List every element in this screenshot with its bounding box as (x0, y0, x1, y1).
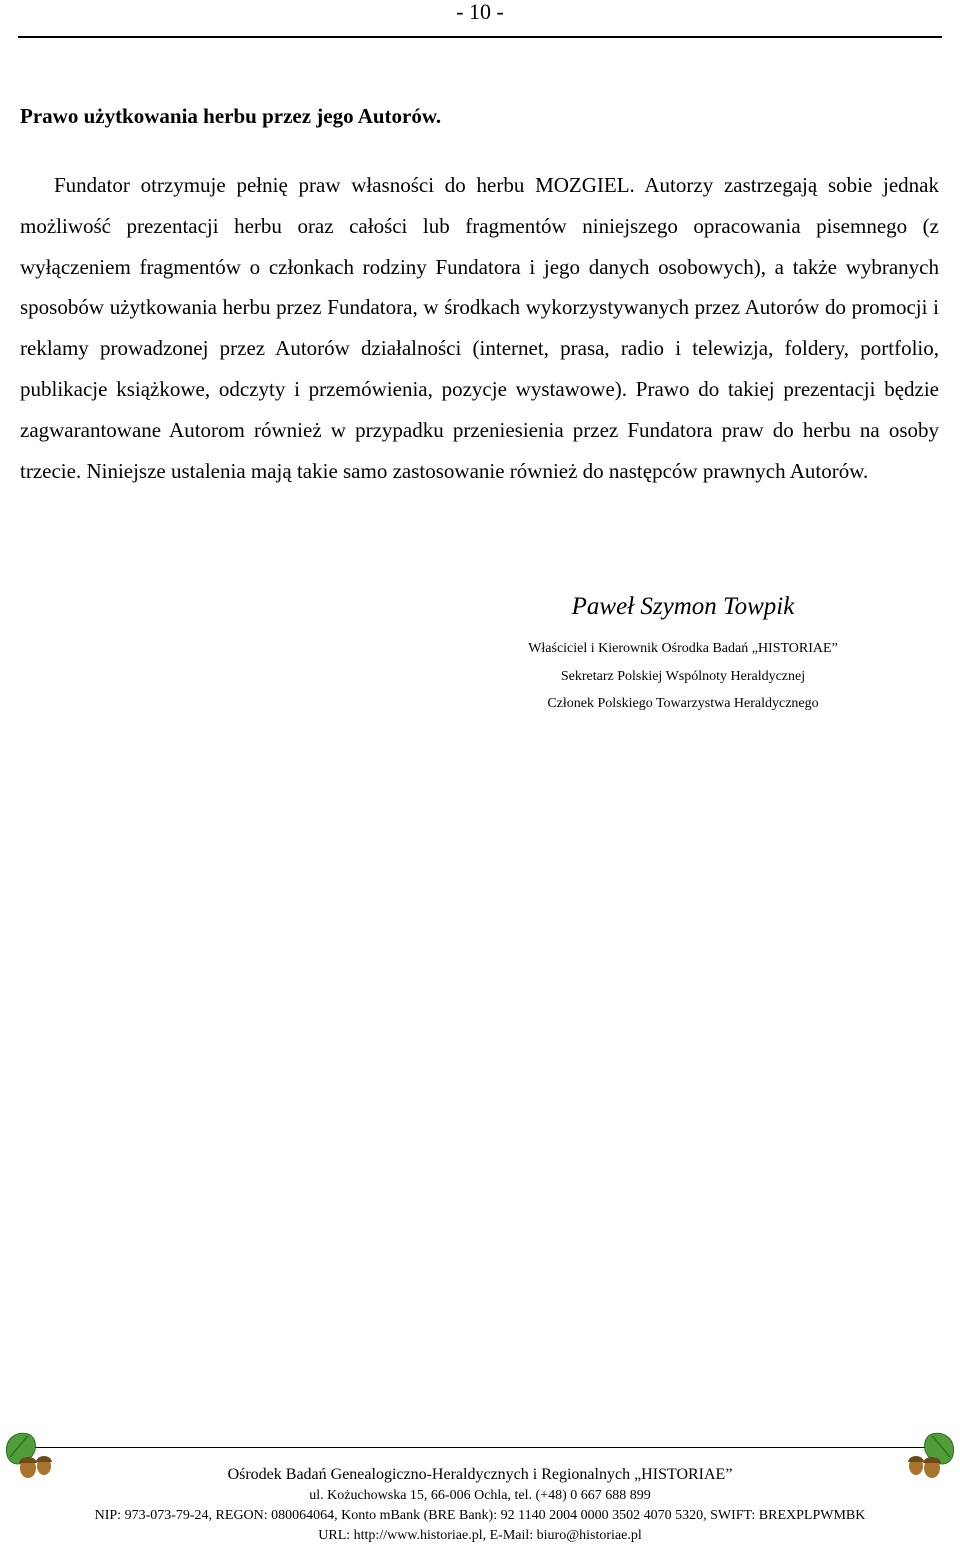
section-paragraph: Fundator otrzymuje pełnię praw własności do herbu MOZGIEL. Autorzy zastrzegają sobie jednak możliwość prezentacji herbu oraz całości lub fragmentów niniejszego opracowania pisemnego (z wyłączeniem fragmentów o członkach rodziny Fundatora i jego danych osobowych), a także wybranych sposobów użytkowania herbu przez Fundatora, w środkach wykorzystywanych przez Autorów do promocji i reklamy prowadzonej przez Autorów działalności (internet, prasa, radio i telewizja, foldery, portfolio, publikacje książkowe, odczyty i przemówienia, pozycje wystawowe). Prawo do takiej prezentacji będzie zagwarantowane Autorom również w przypadku przeniesienia przez Fundatora praw do herbu na osoby trzecie. Niniejsze ustalenia mają takie samo zastosowanie również do następców prawnych Autorów. (20, 173, 939, 483)
signature-role-member: Członek Polskiego Towarzystwa Heraldycznego (547, 696, 819, 711)
footer-organization: Ośrodek Badań Genealogiczno-Heraldycznych i Regionalnych „HISTORIAE” (227, 1466, 733, 1483)
header-divider (18, 36, 942, 38)
signature-role-owner: Właściciel i Kierownik Ośrodka Badań „HISTORIAE” (528, 641, 838, 656)
footer-contact: URL: http://www.historiae.pl, E-Mail: biuro@historiae.pl (318, 1528, 642, 1543)
footer-divider (28, 1447, 932, 1448)
footer-address: ul. Kożuchowska 15, 66-006 Ochla, tel. (+48) 0 667 688 899 (309, 1488, 651, 1503)
signature-block (510, 590, 856, 718)
page-number: - 10 - (456, 0, 504, 24)
footer-registry: NIP: 973-073-79-24, REGON: 080064064, Konto mBank (BRE Bank): 92 1140 2004 0000 3502 4070 5320, SWIFT: BREXPLPWMBK (94, 1508, 866, 1523)
signature-role-secretary: Sekretarz Polskiej Wspólnoty Heraldycznej (560, 668, 806, 684)
signature-name: Paweł Szymon Towpik (571, 593, 795, 620)
section-heading: Prawo użytkowania herbu przez jego Autorów. (20, 104, 442, 128)
footer (0, 1464, 960, 1546)
